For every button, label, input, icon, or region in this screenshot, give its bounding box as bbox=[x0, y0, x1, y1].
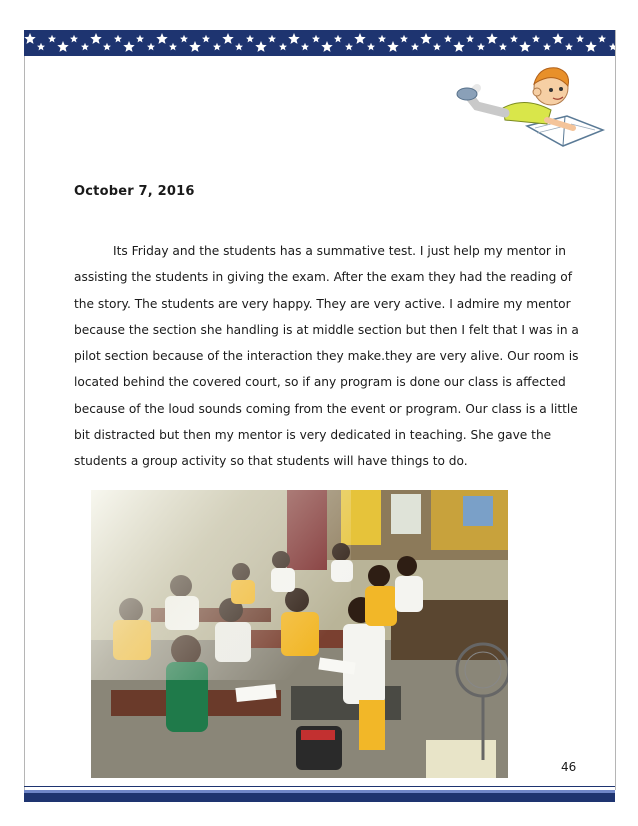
paragraph-line: pilot section because of the interaction they make.they are very alive. Our room is bbox=[74, 349, 579, 364]
paragraph-line: Its Friday and the students has a summative test. I just help my mentor in bbox=[113, 244, 566, 258]
journal-paragraph bbox=[74, 238, 579, 475]
paragraph-line: the story. The students are very happy. They are very active. I admire my mentor bbox=[74, 296, 571, 311]
paragraph-line: students a group activity so that students will have things to do. bbox=[74, 454, 468, 469]
paragraph-line: located behind the covered court, so if any program is done our class is affected bbox=[74, 375, 566, 390]
star-pattern-icon bbox=[24, 30, 615, 56]
paragraph-line: because the section she handling is at middle section but then I felt that I was in a bbox=[74, 322, 579, 337]
page-number: 46 bbox=[561, 760, 577, 774]
bottom-border-bar bbox=[24, 790, 615, 802]
bottom-rule bbox=[24, 786, 615, 787]
paragraph-line: assisting the students in giving the exam. After the exam they had the reading of bbox=[74, 270, 572, 285]
boy-reading-clipart bbox=[455, 58, 615, 150]
paragraph-line: because of the loud sounds coming from the event or program. Our class is a little bbox=[74, 401, 578, 416]
classroom-photo bbox=[91, 490, 508, 778]
paragraph-line: bit distracted but then my mentor is very dedicated in teaching. She gave the bbox=[74, 428, 552, 443]
entry-date: October 7, 2016 bbox=[74, 184, 195, 199]
star-border-top bbox=[24, 30, 615, 56]
